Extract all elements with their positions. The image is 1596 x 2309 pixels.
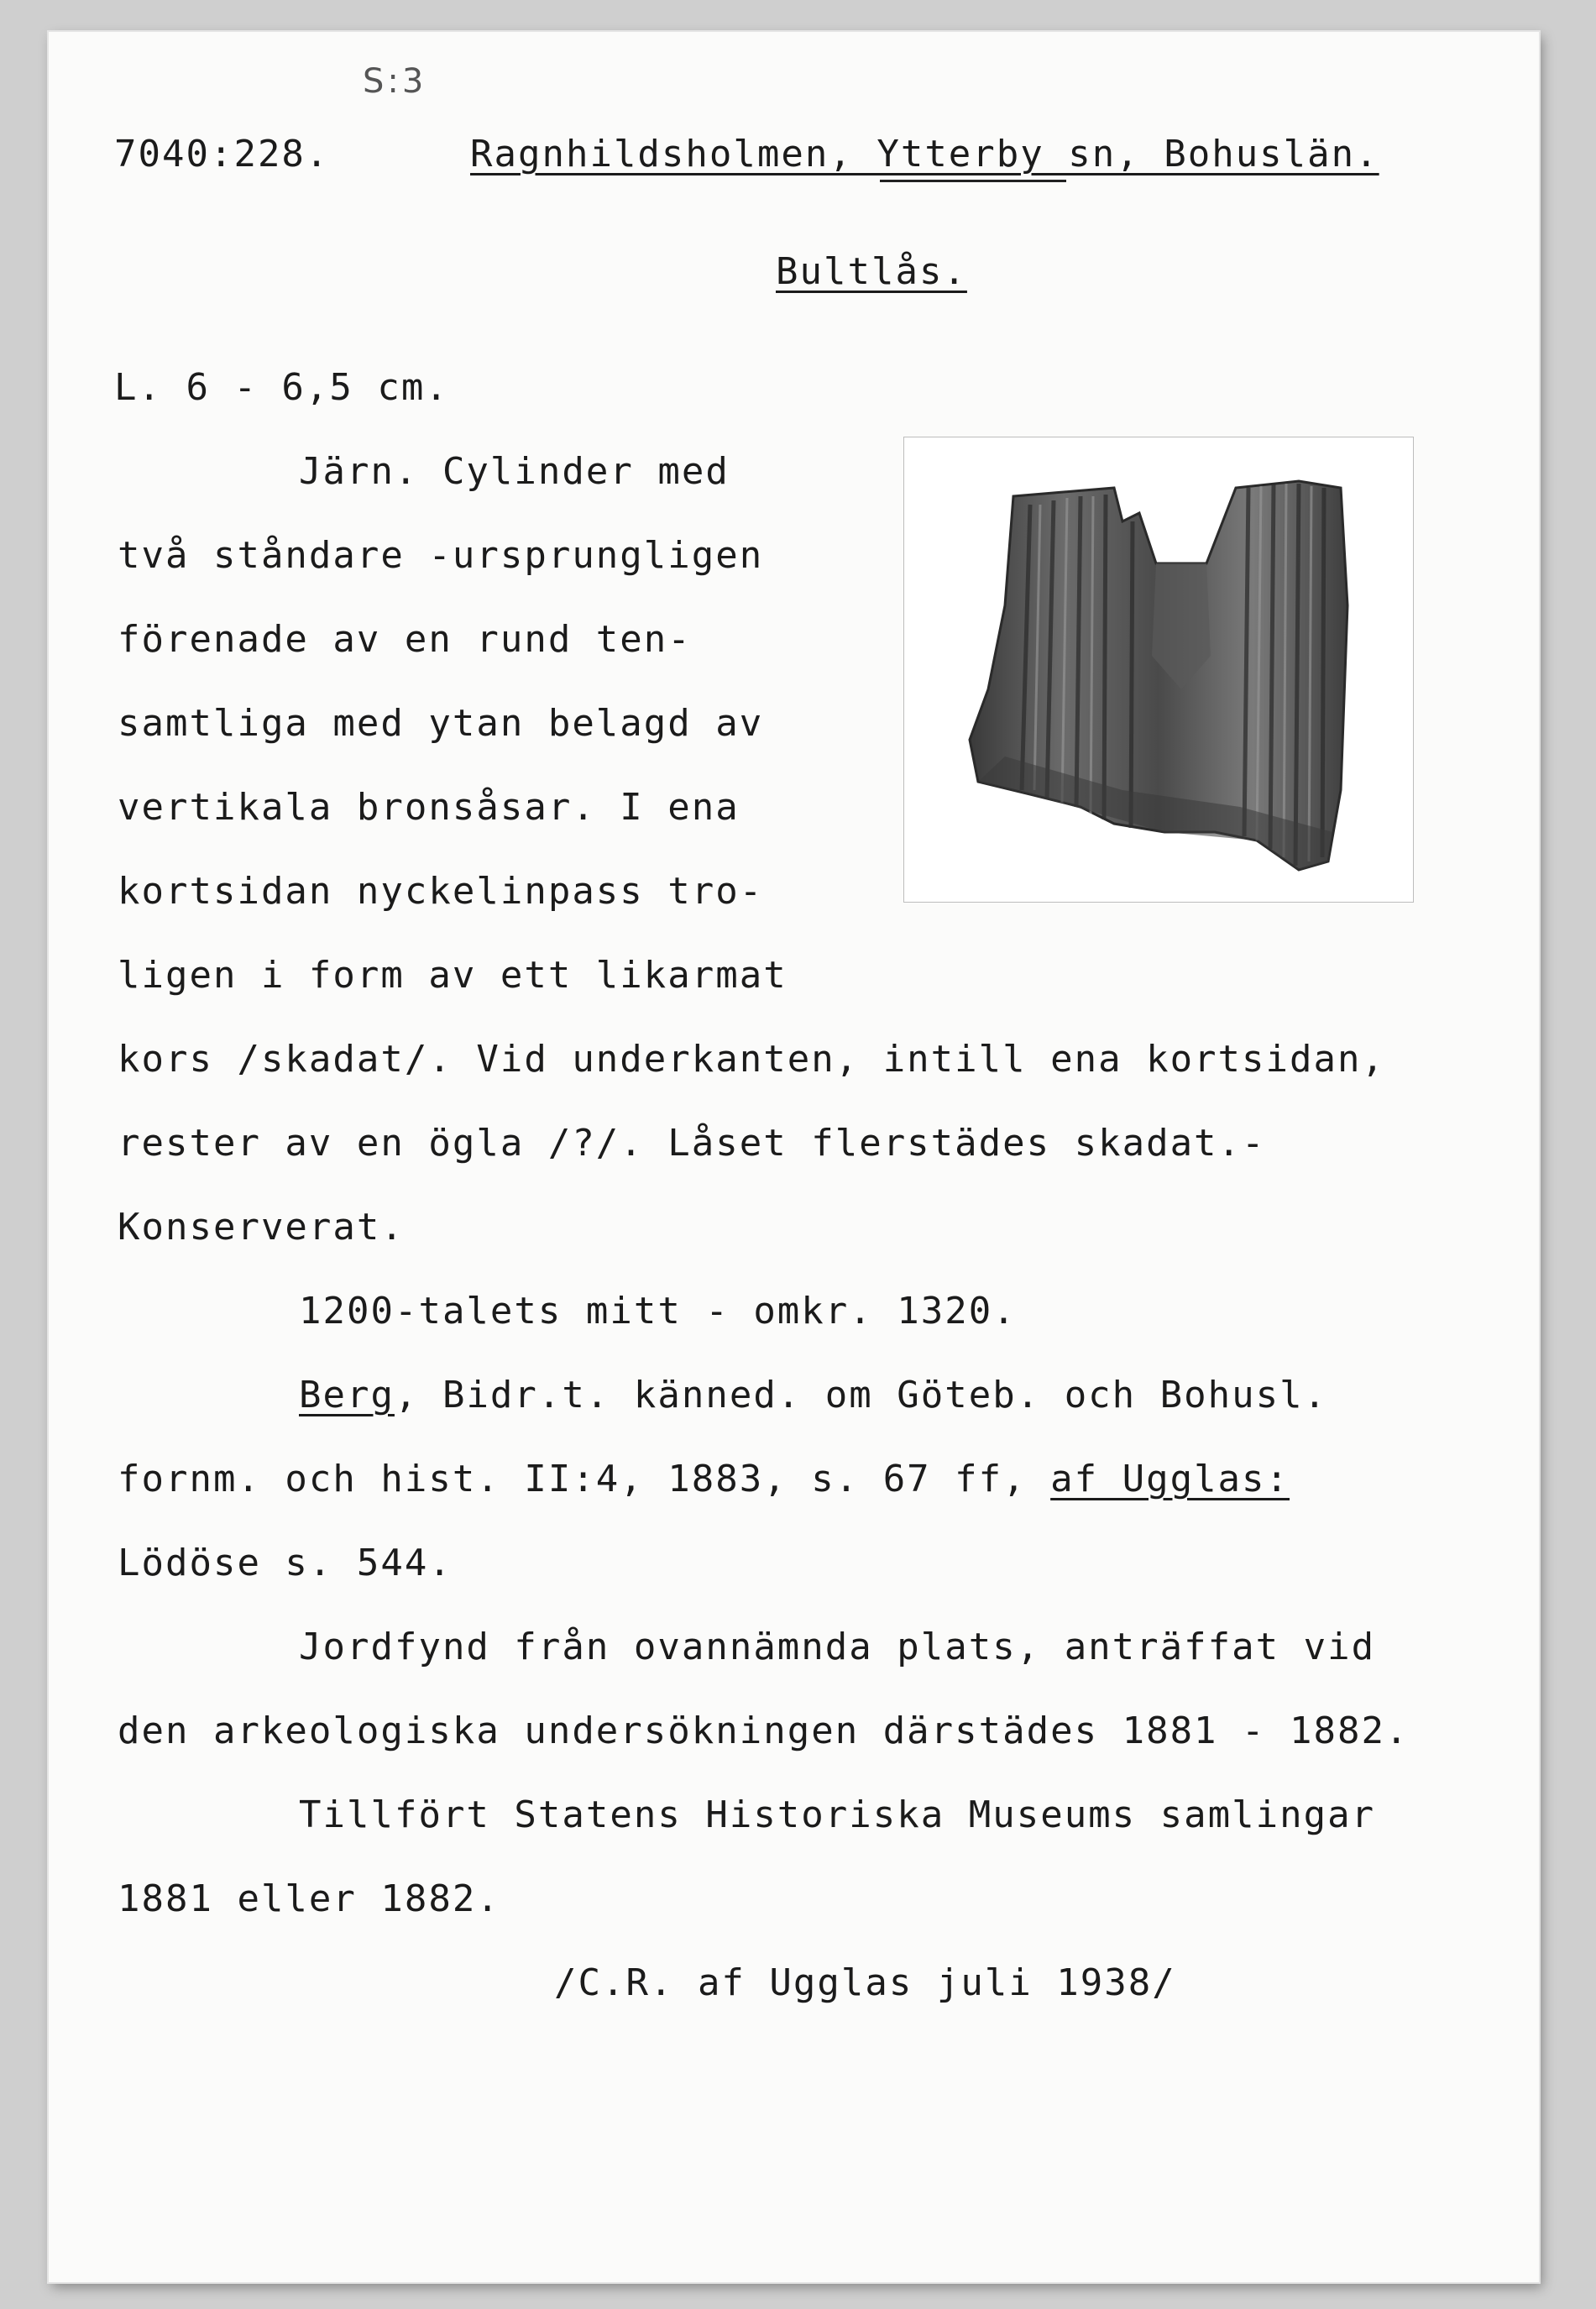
description-line: vertikala bronsåsar. I ena	[118, 786, 740, 829]
description-line: Järn. Cylinder med	[299, 450, 730, 493]
object-title: Bultlås.	[776, 250, 967, 293]
find-context-line: den arkeologiska undersökningen därstädes 1881 - 1882.	[118, 1709, 1410, 1752]
object-photograph	[903, 437, 1414, 903]
description-line: Konserverat.	[118, 1206, 405, 1249]
description-line: samtliga med ytan belagd av	[118, 702, 764, 745]
literature-text: , Bidr.t. känned. om Göteb. och Bohusl.	[394, 1374, 1328, 1416]
dimensions: L. 6 - 6,5 cm.	[114, 366, 449, 409]
catalog-card	[49, 32, 1539, 2282]
find-context-line: Jordfynd från ovannämnda plats, anträffat vid	[299, 1626, 1376, 1668]
acquisition-line: 1881 eller 1882.	[118, 1877, 500, 1920]
description-line: förenade av en rund ten-	[118, 618, 692, 661]
literature-author-ugglas: af Ugglas:	[1050, 1458, 1290, 1500]
literature-text: fornm. och hist. II:4, 1883, s. 67 ff,	[118, 1458, 1051, 1500]
literature-line-3: Lödöse s. 544.	[118, 1542, 453, 1584]
literature-line-2	[118, 1456, 1290, 1503]
location-extra-underline	[880, 180, 1066, 182]
dating: 1200-talets mitt - omkr. 1320.	[299, 1290, 1017, 1333]
catalog-number: 7040:228.	[114, 133, 330, 175]
description-line: ligen i form av ett likarmat	[118, 954, 788, 997]
literature-line-1	[299, 1372, 1327, 1419]
acquisition-line: Tillfört Statens Historiska Museums samlingar	[299, 1793, 1376, 1836]
description-line: kortsidan nyckelinpass tro-	[118, 870, 764, 913]
handwritten-mark: S:3	[363, 62, 427, 101]
description-line: två ståndare -ursprungligen	[118, 534, 764, 577]
signature: /C.R. af Ugglas juli 1938/	[554, 1961, 1176, 2004]
padlock-fragment-image	[904, 437, 1413, 902]
description-line: rester av en ögla /?/. Låset flerstädes skadat.-	[118, 1122, 1266, 1165]
literature-author-berg: Berg	[299, 1374, 395, 1416]
location-heading: Ragnhildsholmen, Ytterby sn, Bohuslän.	[470, 133, 1379, 175]
description-line: kors /skadat/. Vid underkanten, intill ena kortsidan,	[118, 1038, 1385, 1081]
